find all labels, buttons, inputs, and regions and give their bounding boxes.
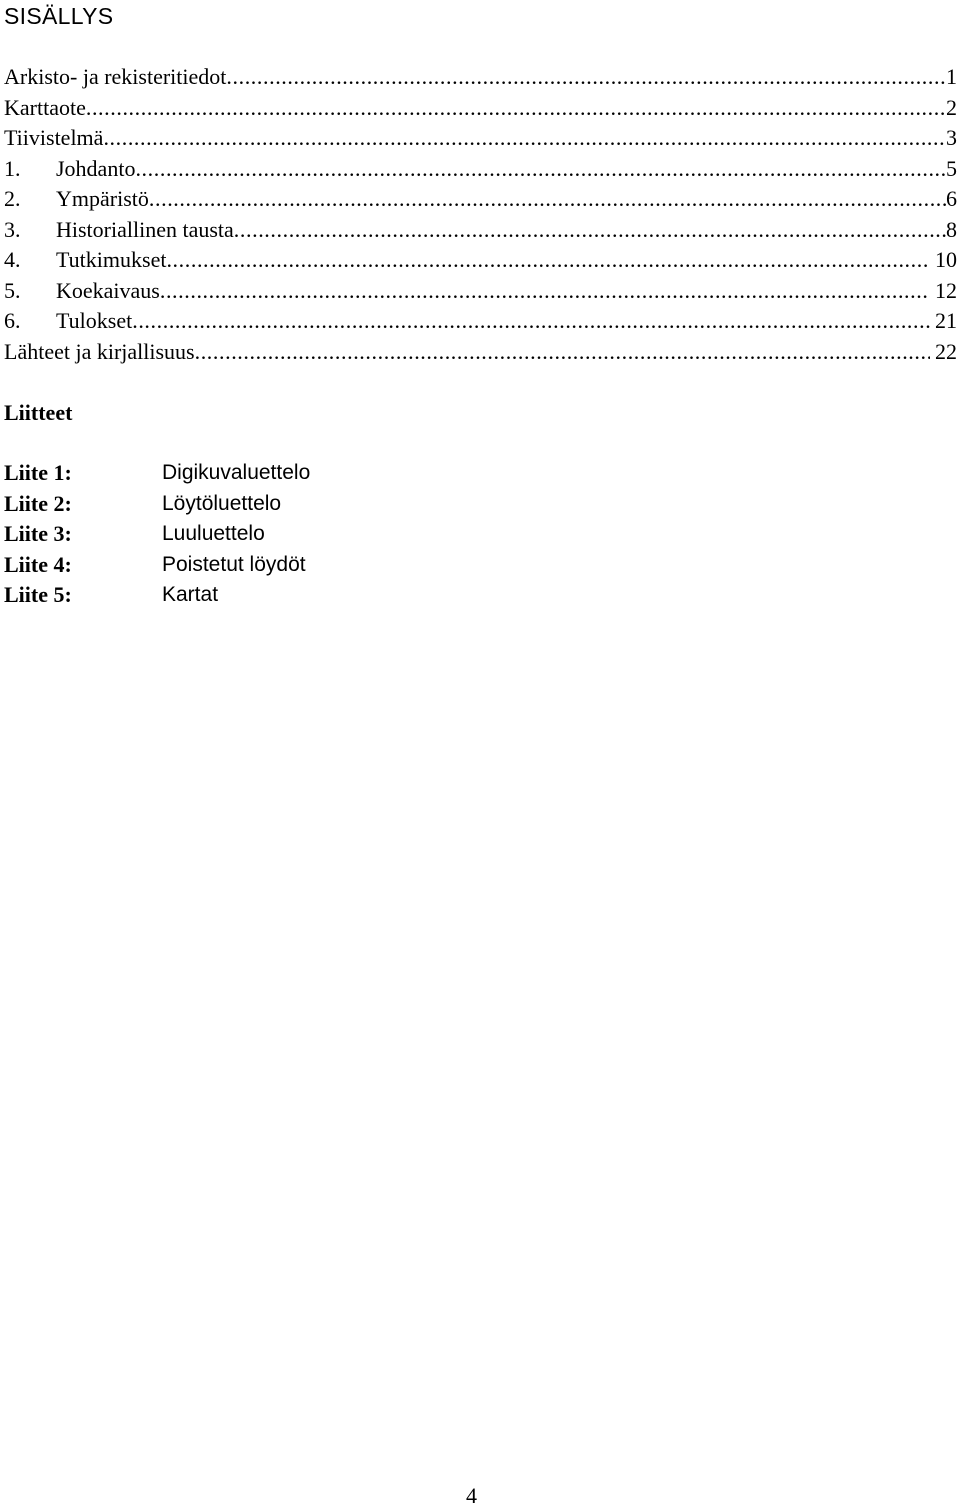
toc-entry-number: 3.	[4, 216, 21, 242]
toc-entry-3[interactable]	[4, 123, 957, 154]
toc-entry-number: 1.	[4, 155, 21, 181]
toc-entry-number: 6.	[4, 308, 21, 333]
toc-entry-5[interactable]	[4, 184, 957, 215]
appendix-title: Poistetut löydöt	[162, 552, 306, 576]
toc-entry-8[interactable]	[4, 276, 957, 307]
appendix-label: Liite 1:	[4, 460, 72, 485]
appendix-item	[4, 519, 310, 550]
appendix-label: Liite 3:	[4, 521, 72, 546]
toc-entry-page: 12	[929, 277, 957, 303]
toc-leader-dots	[149, 184, 946, 215]
toc-entry-title: Koekaivaus	[56, 277, 160, 303]
toc-entry-page: 3	[946, 125, 957, 150]
appendix-item	[4, 458, 310, 489]
toc-leader-dots	[132, 306, 929, 337]
toc-leader-dots	[166, 245, 929, 276]
toc-entry-number: 2.	[4, 186, 21, 211]
toc-entry-title: Arkisto- ja rekisteritiedot	[4, 64, 227, 89]
toc-entry-page: 2	[946, 94, 957, 120]
toc-entry-title: Karttaote	[4, 94, 86, 120]
toc-entry-title: Historiallinen tausta	[56, 216, 234, 242]
toc-entry-title: Tulokset	[56, 308, 133, 333]
toc-entry-number: 4.	[4, 247, 21, 272]
toc-entry-title: Tutkimukset	[56, 247, 167, 272]
appendix-label: Liite 2:	[4, 490, 72, 516]
toc-entry-title: Ympäristö	[56, 186, 149, 211]
toc-entry-page: 1	[946, 64, 957, 89]
appendix-item	[4, 550, 310, 581]
toc-leader-dots	[103, 123, 946, 154]
table-of-contents	[4, 62, 957, 367]
appendix-item	[4, 489, 310, 520]
toc-entry-title: Johdanto	[56, 155, 136, 181]
toc-entry-title: Tiivistelmä	[4, 125, 104, 150]
page-number: 4	[466, 1483, 477, 1508]
toc-leader-dots	[86, 93, 946, 124]
toc-entry-10[interactable]	[4, 337, 957, 368]
toc-entry-page: 8	[946, 216, 957, 242]
appendix-label: Liite 4:	[4, 551, 72, 577]
toc-entry-number: 5.	[4, 277, 21, 303]
toc-leader-dots	[195, 337, 930, 368]
toc-leader-dots	[160, 276, 930, 307]
appendix-title: Löytöluettelo	[162, 491, 282, 515]
appendix-title: Luuluettelo	[162, 522, 265, 545]
toc-entry-page: 10	[929, 247, 957, 272]
toc-entry-9[interactable]	[4, 306, 957, 337]
appendices-heading: Liitteet	[4, 400, 73, 425]
toc-entry-page: 21	[929, 308, 957, 333]
appendix-title: Digikuvaluettelo	[162, 461, 311, 484]
appendix-title: Kartat	[162, 583, 219, 606]
toc-entry-6[interactable]	[4, 215, 957, 246]
toc-entry-title: Lähteet ja kirjallisuus	[4, 338, 195, 364]
appendix-list	[4, 458, 310, 611]
toc-entry-page: 22	[929, 338, 957, 364]
appendix-item	[4, 580, 310, 611]
appendix-label: Liite 5:	[4, 582, 72, 607]
toc-entry-4[interactable]	[4, 154, 957, 185]
toc-entry-1[interactable]	[4, 62, 957, 93]
toc-heading: SISÄLLYS	[4, 3, 114, 29]
toc-leader-dots	[135, 154, 946, 185]
toc-leader-dots	[226, 62, 946, 93]
toc-entry-page: 6	[946, 186, 957, 211]
toc-entry-2[interactable]	[4, 93, 957, 124]
toc-entry-7[interactable]	[4, 245, 957, 276]
toc-entry-page: 5	[946, 155, 957, 181]
toc-leader-dots	[234, 215, 946, 246]
